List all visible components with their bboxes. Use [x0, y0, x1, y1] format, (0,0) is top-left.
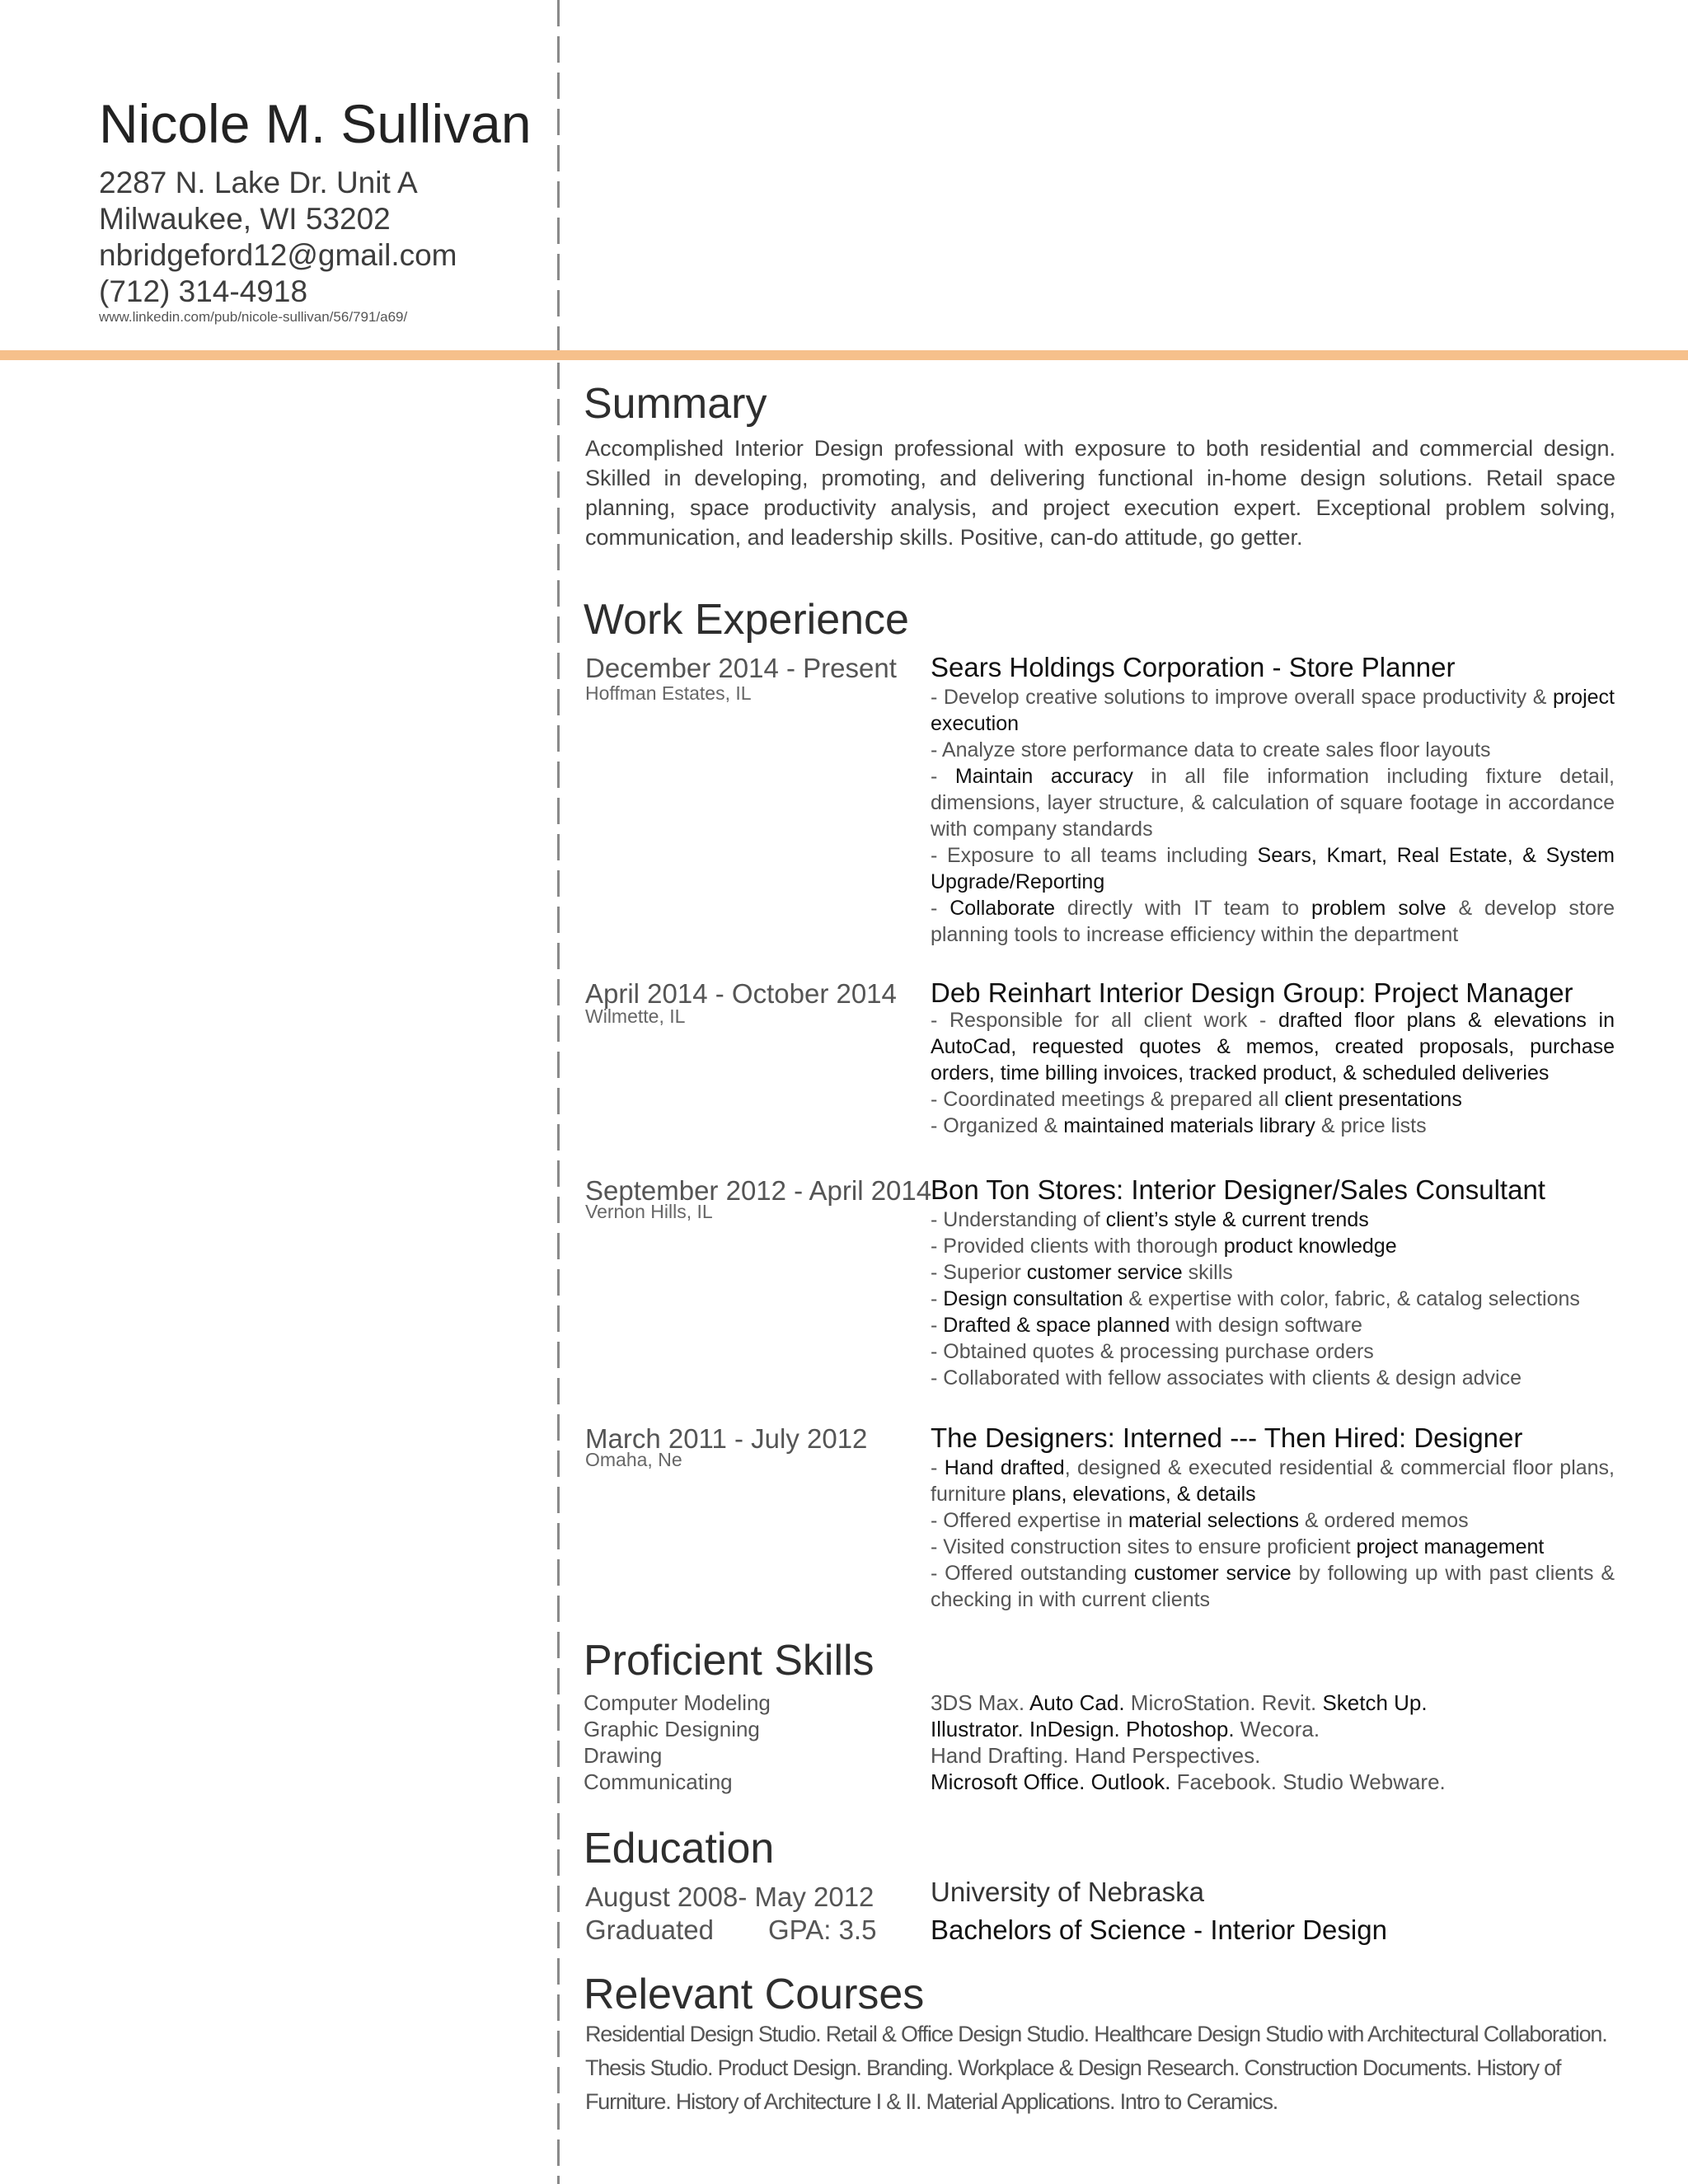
highlighted-text: problem solve — [1311, 897, 1447, 920]
highlighted-text: customer service — [1133, 1562, 1292, 1585]
plain-text: - — [931, 765, 955, 788]
courses-heading: Relevant Courses — [584, 1971, 925, 2018]
plain-text: & develop store planning tools to increase efficiency within the department — [931, 897, 1615, 946]
job-bullet — [931, 1259, 1615, 1286]
job-bullet — [931, 1560, 1615, 1613]
skill-category: Graphic Designing — [584, 1717, 760, 1741]
education-dates: August 2008- May 2012 — [585, 1882, 874, 1912]
job-bullet — [931, 1338, 1615, 1365]
highlighted-text: project execution — [931, 686, 1615, 735]
plain-text: - — [931, 1456, 945, 1479]
plain-text: Hand Drafting. Hand Perspectives. — [931, 1743, 1261, 1768]
skill-category: Communicating — [584, 1769, 733, 1794]
phone-number: (712) 314-4918 — [99, 274, 308, 308]
plain-text: - Responsible for all client work - — [931, 1009, 1278, 1032]
job-title: The Designers: Interned --- Then Hired: Designer — [931, 1422, 1523, 1453]
education-heading: Education — [584, 1825, 775, 1872]
gpa: GPA: 3.5 — [768, 1915, 877, 1945]
plain-text: - Collaborated with fellow associates with clients & design advice — [931, 1366, 1522, 1390]
job-bullets — [931, 1207, 1615, 1391]
email-link[interactable]: nbridgeford12@gmail.com — [99, 238, 457, 272]
job-bullet — [931, 842, 1615, 895]
accent-rule — [0, 350, 1688, 360]
job-bullet — [931, 1113, 1615, 1139]
plain-text: - Superior — [931, 1261, 1027, 1284]
skill-category: Computer Modeling — [584, 1690, 771, 1715]
plain-text: 3DS Max. — [931, 1690, 1029, 1715]
highlighted-text: customer service — [1026, 1261, 1183, 1284]
plain-text: , designed & executed residential & commercial floor plans, furniture — [931, 1456, 1615, 1506]
job-bullet — [931, 1312, 1615, 1338]
job-bullets — [931, 1007, 1615, 1139]
degree: Bachelors of Science - Interior Design — [931, 1915, 1387, 1945]
highlighted-text: project management — [1356, 1535, 1545, 1558]
candidate-name: Nicole M. Sullivan — [99, 93, 532, 154]
plain-text: by following up with past clients & checking in with current clients — [931, 1562, 1615, 1611]
summary-text: Accomplished Interior Design professional with exposure to both residential and commercial design. Skilled in developing, promoting, and delivering functional in-home design solutions. Retail space planning, space productivity analysis, and project execution expert. Exceptional problem solving, communication, and leadership skills. Positive, can-do attitude, go getter. — [585, 436, 1615, 550]
plain-text: - Coordinated meetings & prepared all — [931, 1088, 1285, 1111]
address-line-2: Milwaukee, WI 53202 — [99, 202, 391, 236]
job-location: Wilmette, IL — [585, 1005, 686, 1027]
skill-tools — [931, 1716, 1320, 1742]
highlighted-text: Auto Cad. — [1029, 1690, 1125, 1715]
job-dates: April 2014 - October 2014 — [585, 978, 897, 1009]
plain-text: with design software — [1170, 1314, 1362, 1337]
job-dates: September 2012 - April 2014 — [585, 1175, 932, 1206]
job-dates: December 2014 - Present — [585, 653, 897, 683]
skill-tools — [931, 1742, 1260, 1769]
highlighted-text: Microsoft Office. Outlook. — [931, 1769, 1171, 1794]
plain-text: - — [931, 1314, 944, 1337]
highlighted-text: drafted floor plans & elevations in AutoCad, requested quotes & memos, created proposals, purchase orders, time billing invoices, tracked product, & scheduled deliveries — [931, 1009, 1615, 1085]
graduation-status: Graduated — [585, 1915, 714, 1945]
plain-text: - Offered expertise in — [931, 1509, 1128, 1532]
skill-tools — [931, 1769, 1446, 1795]
highlighted-text: Sketch Up. — [1322, 1690, 1428, 1715]
plain-text: - Develop creative solutions to improve overall space productivity & — [931, 686, 1553, 709]
plain-text: & ordered memos — [1298, 1509, 1469, 1532]
linkedin-link[interactable]: www.linkedin.com/pub/nicole-sullivan/56/791/a69/ — [99, 309, 408, 325]
highlighted-text: Maintain accuracy — [954, 765, 1133, 788]
job-bullet — [931, 1455, 1615, 1507]
job-bullet — [931, 1086, 1615, 1113]
plain-text: & expertise with color, fabric, & catalog selections — [1123, 1287, 1580, 1310]
job-location: Hoffman Estates, IL — [585, 682, 752, 704]
job-bullet — [931, 1534, 1615, 1560]
plain-text: in all file information including fixture detail, dimensions, layer structure, & calculation of square footage in accordance with company standards — [931, 765, 1615, 841]
highlighted-text: Design consultation — [943, 1287, 1123, 1310]
plain-text: & price lists — [1315, 1114, 1427, 1137]
highlighted-text: client presentations — [1284, 1088, 1462, 1111]
address-line-1: 2287 N. Lake Dr. Unit A — [99, 166, 418, 199]
highlighted-text: product knowledge — [1223, 1235, 1397, 1258]
plain-text: - — [931, 1287, 944, 1310]
job-bullet — [931, 895, 1615, 948]
highlighted-text: Collaborate — [950, 897, 1056, 920]
job-bullet — [931, 737, 1615, 763]
plain-text: - Obtained quotes & processing purchase orders — [931, 1340, 1374, 1363]
highlighted-text: client’s style & current trends — [1105, 1208, 1369, 1231]
plain-text: Facebook. Studio Webware. — [1170, 1769, 1446, 1794]
courses-list: Residential Design Studio. Retail & Office Design Studio. Healthcare Design Studio with Architectural Collaboration. Thesis Studio. Product Design. Branding. Workplace & Design Research. Construction Documents. History of Furniture. History of Architecture I & II. Material Applications. Intro to Ceramics. — [585, 2022, 1607, 2114]
job-title: Deb Reinhart Interior Design Group: Project Manager — [931, 977, 1573, 1008]
plain-text: - Exposure to all teams including — [931, 844, 1258, 867]
plain-text: - Understanding of — [931, 1208, 1106, 1231]
highlighted-text: Drafted & space planned — [943, 1314, 1170, 1337]
plain-text: MicroStation. Revit. — [1124, 1690, 1323, 1715]
highlighted-text: Sears, Kmart, Real Estate, & System Upgrade/Reporting — [931, 844, 1615, 893]
highlighted-text: plans, elevations, & details — [1011, 1483, 1256, 1506]
school-name: University of Nebraska — [931, 1877, 1204, 1907]
job-bullet — [931, 763, 1615, 842]
highlighted-text: Hand drafted — [944, 1456, 1065, 1479]
summary-heading: Summary — [584, 380, 767, 428]
job-dates: March 2011 - July 2012 — [585, 1423, 868, 1454]
skill-tools — [931, 1690, 1428, 1716]
job-bullet — [931, 1007, 1615, 1086]
job-bullet — [931, 1207, 1615, 1233]
plain-text: - Organized & — [931, 1114, 1064, 1137]
plain-text: directly with IT team to — [1055, 897, 1312, 920]
plain-text: - Provided clients with thorough — [931, 1235, 1224, 1258]
plain-text: skills — [1182, 1261, 1233, 1284]
highlighted-text: Illustrator. InDesign. Photoshop. — [931, 1717, 1235, 1741]
plain-text: - Offered outstanding — [931, 1562, 1134, 1585]
skill-category: Drawing — [584, 1743, 663, 1768]
job-title: Bon Ton Stores: Interior Designer/Sales Consultant — [931, 1174, 1545, 1205]
skills-heading: Proficient Skills — [584, 1637, 874, 1685]
job-bullets — [931, 684, 1615, 948]
plain-text: - Analyze store performance data to create sales floor layouts — [931, 738, 1491, 762]
highlighted-text: maintained materials library — [1063, 1114, 1315, 1137]
job-bullet — [931, 684, 1615, 737]
job-bullet — [931, 1365, 1615, 1391]
job-bullet — [931, 1233, 1615, 1259]
job-bullets — [931, 1455, 1615, 1613]
job-location: Omaha, Ne — [585, 1449, 682, 1470]
work-experience-heading: Work Experience — [584, 596, 909, 644]
job-location: Vernon Hills, IL — [585, 1201, 713, 1222]
plain-text: - — [931, 897, 950, 920]
job-bullet — [931, 1286, 1615, 1312]
dashed-divider — [557, 0, 560, 2184]
job-bullet — [931, 1507, 1615, 1534]
plain-text: Wecora. — [1234, 1717, 1320, 1741]
job-title: Sears Holdings Corporation - Store Planner — [931, 652, 1456, 682]
plain-text: - Visited construction sites to ensure proficient — [931, 1535, 1357, 1558]
highlighted-text: material selections — [1128, 1509, 1299, 1532]
